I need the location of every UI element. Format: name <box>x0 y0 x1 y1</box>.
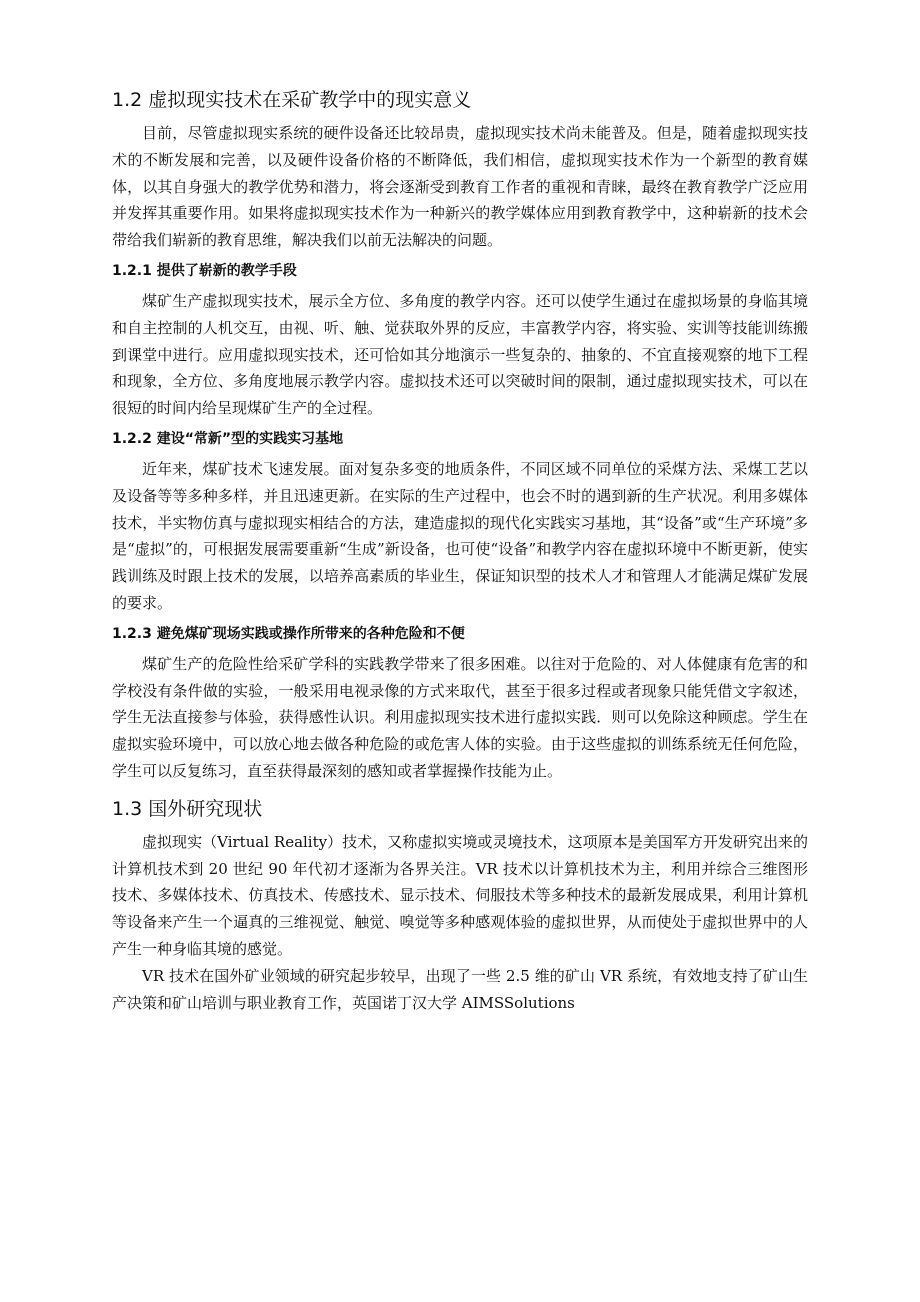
section-1-2-3-paragraph: 煤矿生产的危险性给采矿学科的实践教学带来了很多困难。以往对于危险的、对人体健康有危害的和学校没有条件做的实验，一般采用电视录像的方式来取代，甚至于很多过程或者现象只能凭借文字叙述，学生无法直接参与体验，获得感性认识。利用虚拟现实技术进行虚拟实践．则可以免除这种顾虑。学生在虚拟实验环境中，可以放心地去做各种危险的或危害人体的实验。由于这些虚拟的训练系统无任何危险，学生可以反复练习，直至获得最深刻的感知或者掌握操作技能为止。 <box>112 654 808 780</box>
section-1-2-1-heading: 1.2.1 提供了崭新的教学手段 <box>112 262 297 279</box>
section-1-2-3-heading: 1.2.3 避免煤矿现场实践或操作所带来的各种危险和不便 <box>112 625 465 642</box>
document-body <box>112 86 808 1016</box>
section-1-2-2-paragraph: 近年来，煤矿技术飞速发展。面对复杂多变的地质条件，不同区域不同单位的采煤方法、采煤工艺以及设备等等多种多样，并且迅速更新。在实际的生产过程中，也会不时的遇到新的生产状况。利用多媒体技术，半实物仿真与虚拟现实相结合的方法，建造虚拟的现代化实践实习基地，其“设备”或“生产环境”多是“虚拟”的，可根据发展需要重新“生成”新设备，也可使“设备”和教学内容在虚拟环境中不断更新，使实践训练及时跟上技术的发展，以培养高素质的毕业生，保证知识型的技术人才和管理人才能满足煤矿发展的要求。 <box>112 459 808 612</box>
section-1-3-paragraph-1: 虚拟现实（Virtual Reality）技术，又称虚拟实境或灵境技术，这项原本是美国军方开发研究出来的计算机技术到 20 世纪 90 年代初才逐渐为各界关注。VR 技术以计算机技术为主，利用并综合三维图形技术、多媒体技术、仿真技术、传感技术、显示技术、伺服技术等多种技术的最新发展成果，利用计算机等设备来产生一个逼真的三维视觉、触觉、嗅觉等多种感观体验的虚拟世界，从而使处于虚拟世界中的人产生一种身临其境的感觉。 <box>112 832 808 958</box>
section-1-2-heading: 1.2 虚拟现实技术在采矿教学中的现实意义 <box>112 89 472 111</box>
section-1-3-heading: 1.3 国外研究现状 <box>112 797 263 820</box>
section-1-2-1-paragraph: 煤矿生产虚拟现实技术，展示全方位、多角度的教学内容。还可以使学生通过在虚拟场景的身临其境和自主控制的人机交互，由视、听、触、觉获取外界的反应，丰富教学内容，将实验、实训等技能训练搬到课堂中进行。应用虚拟现实技术，还可恰如其分地演示一些复杂的、抽象的、不宜直接观察的地下工程和现象，全方位、多角度地展示教学内容。虚拟技术还可以突破时间的限制，通过虚拟现实技术，可以在很短的时间内给呈现煤矿生产的全过程。 <box>112 291 808 418</box>
section-1-2-2-heading: 1.2.2 建设“常新”型的实践实习基地 <box>112 430 344 447</box>
section-1-3-paragraph-2: VR 技术在国外矿业领域的研究起步较早，出现了一些 2.5 维的矿山 VR 系统，有效地支持了矿山生产决策和矿山培训与职业教育工作，英国诺丁汉大学 AIMSSolutions <box>112 966 808 1012</box>
section-1-2-paragraph: 目前，尽管虚拟现实系统的硬件设备还比较昂贵，虚拟现实技术尚未能普及。但是，随着虚拟现实技术的不断发展和完善，以及硬件设备价格的不断降低，我们相信，虚拟现实技术作为一个新型的教育媒体，以其自身强大的教学优势和潜力，将会逐渐受到教育工作者的重视和青睐，最终在教育教学广泛应用并发挥其重要作用。如果将虚拟现实技术作为一种新兴的教学媒体应用到教育教学中，这种崭新的技术会带给我们崭新的教育思维，解决我们以前无法解决的问题。 <box>112 124 808 250</box>
